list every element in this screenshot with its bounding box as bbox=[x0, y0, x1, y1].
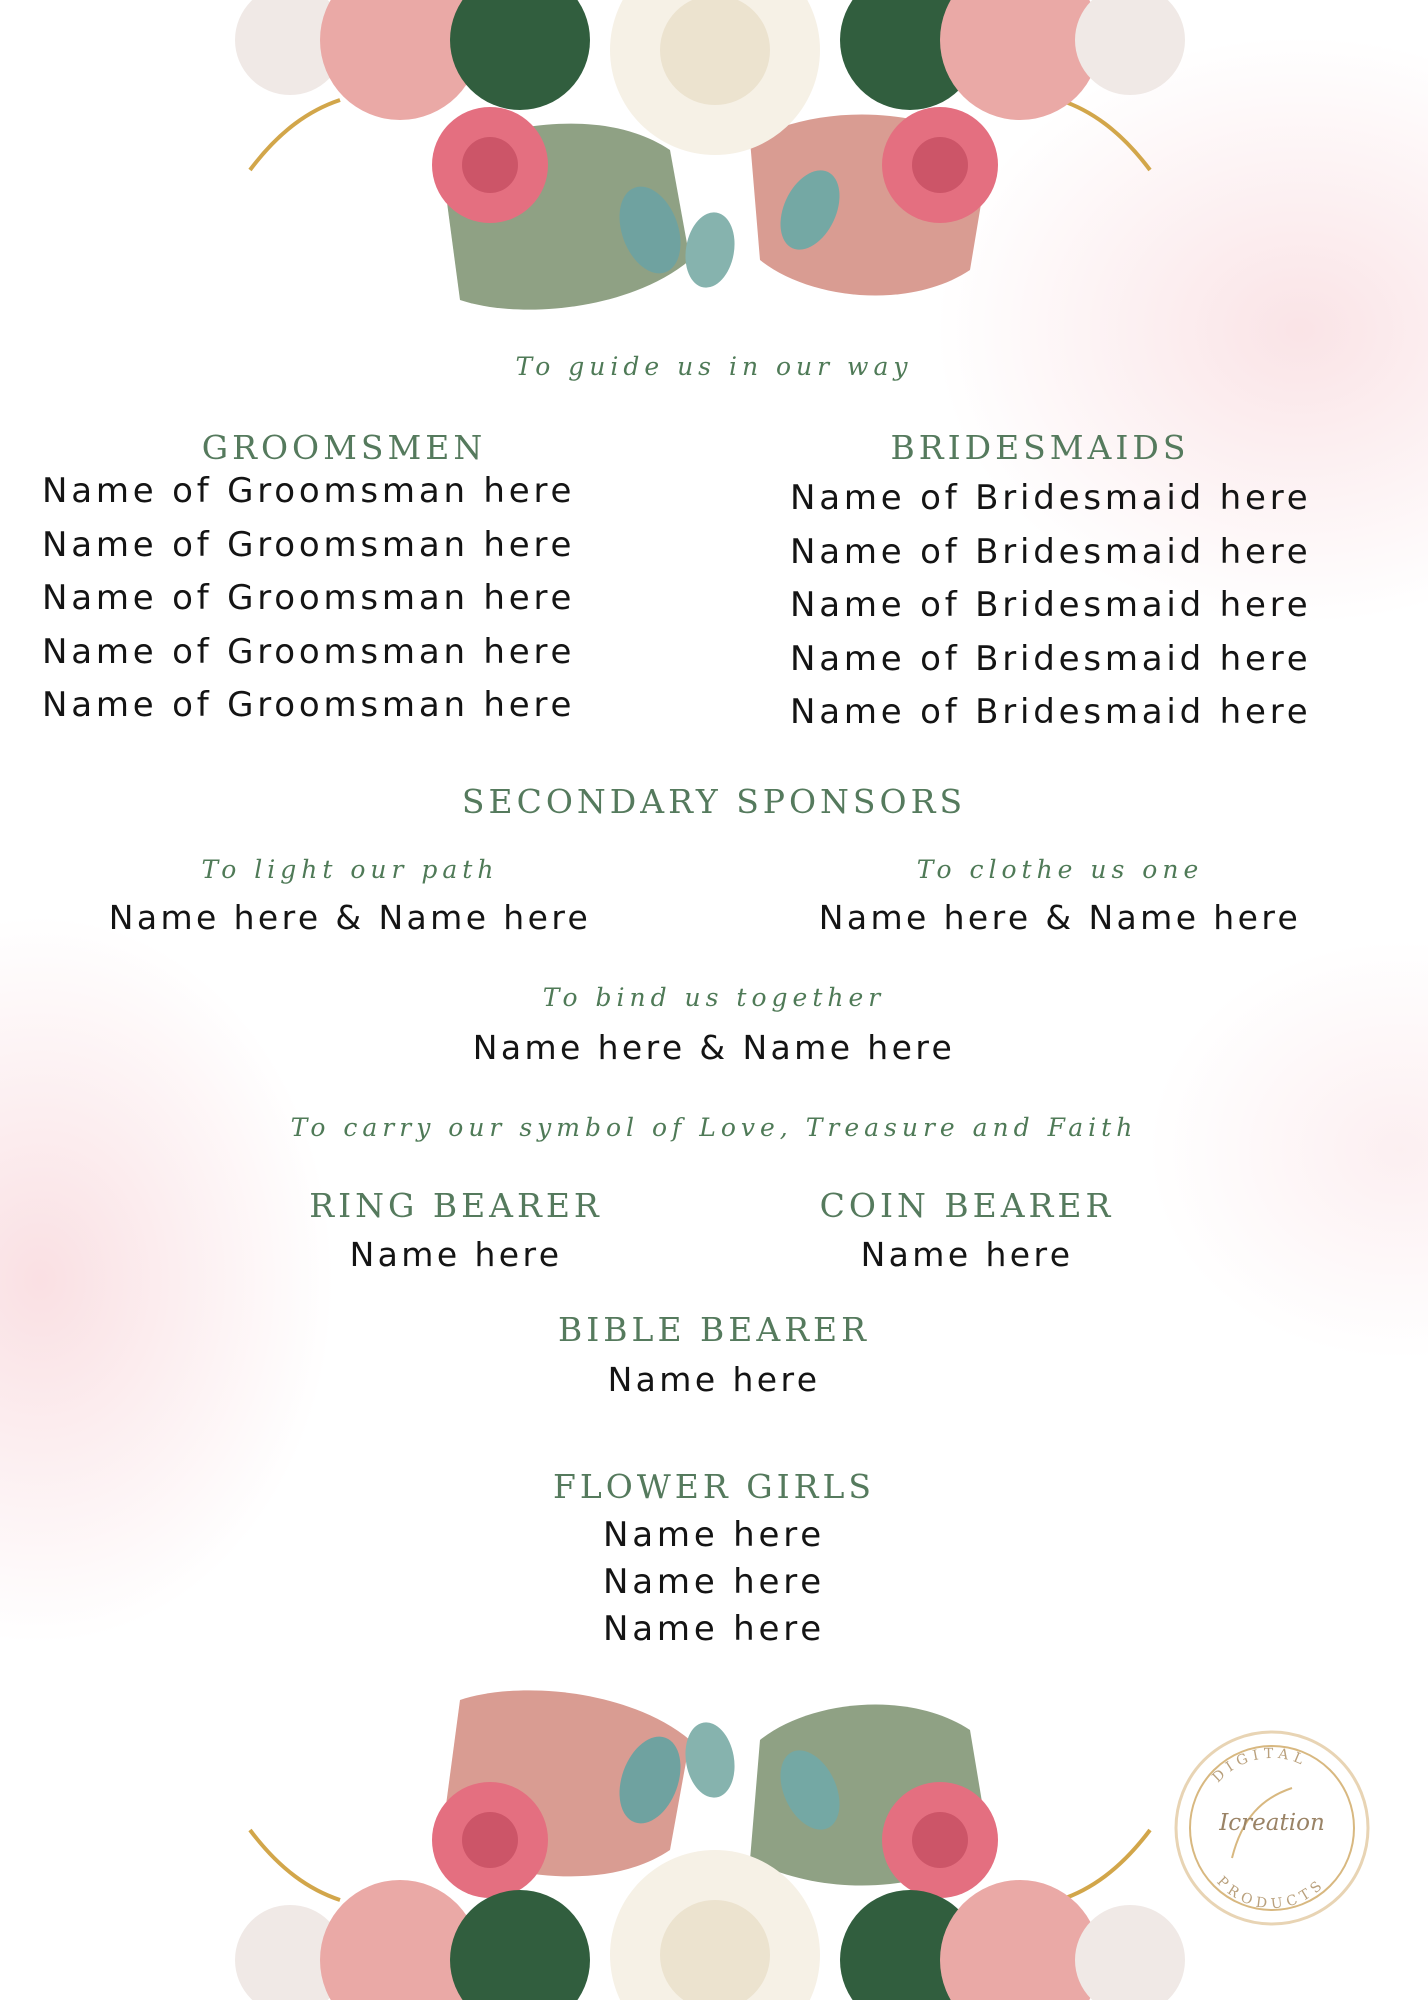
bottom-floral-roses bbox=[235, 1782, 1185, 2000]
groomsman-name: Name of Groomsman here bbox=[42, 578, 576, 618]
bridesmaid-name: Name of Bridesmaid here bbox=[790, 531, 1312, 572]
bearers-caption: To carry our symbol of Love, Treasure and Faith bbox=[290, 1113, 1138, 1142]
logo-bottom-text: PRODUCTS bbox=[1213, 1873, 1329, 1913]
candle-caption: To light our path bbox=[201, 855, 499, 884]
flower-girl-name: Name here bbox=[603, 1562, 825, 1602]
cord-caption: To bind us together bbox=[542, 983, 886, 1012]
bottom-floral-arrangement bbox=[190, 1670, 1240, 2000]
secondary-sponsors-heading: SECONDARY SPONSORS bbox=[461, 782, 967, 821]
ring-bearer-heading: RING BEARER bbox=[309, 1186, 603, 1225]
flower-girl-name: Name here bbox=[603, 1609, 825, 1649]
brand-logo bbox=[1172, 1728, 1372, 1928]
bridesmaid-name: Name of Bridesmaid here bbox=[790, 692, 1312, 732]
bridesmaids-heading: BRIDESMAIDS bbox=[890, 428, 1190, 467]
flower-girls-list bbox=[0, 1512, 1428, 1653]
groomsman-name: Name of Groomsman here bbox=[42, 631, 576, 672]
groomsman-name: Name of Groomsman here bbox=[42, 685, 576, 725]
ring-bearer-name: Name here bbox=[349, 1235, 563, 1274]
top-floral-arrangement bbox=[190, 0, 1240, 330]
veil-sponsors: Name here & Name here bbox=[818, 898, 1302, 937]
flower-girl-name: Name here bbox=[603, 1515, 825, 1555]
bible-bearer-heading: BIBLE BEARER bbox=[558, 1310, 870, 1349]
logo-center-text: Icreation bbox=[1219, 1810, 1325, 1836]
cord-sponsors: Name here & Name here bbox=[472, 1028, 956, 1067]
candle-sponsors: Name here & Name here bbox=[108, 898, 592, 937]
top-tagline: To guide us in our way bbox=[515, 352, 913, 381]
coin-bearer-name: Name here bbox=[860, 1235, 1074, 1274]
top-floral-roses bbox=[235, 0, 1185, 223]
groomsmen-heading: GROOMSMEN bbox=[201, 428, 487, 467]
flower-girls-heading: FLOWER GIRLS bbox=[553, 1467, 875, 1506]
bridesmaid-name: Name of Bridesmaid here bbox=[790, 478, 1312, 518]
groomsman-name: Name of Groomsman here bbox=[42, 471, 576, 511]
coin-bearer-heading: COIN BEARER bbox=[819, 1186, 1115, 1225]
groomsmen-list bbox=[42, 465, 575, 733]
logo-top-text: DIGITAL bbox=[1209, 1745, 1311, 1786]
groomsman-name: Name of Groomsman here bbox=[42, 524, 576, 565]
bible-bearer-name: Name here bbox=[607, 1360, 821, 1399]
bridesmaid-name: Name of Bridesmaid here bbox=[790, 638, 1312, 679]
bridesmaid-name: Name of Bridesmaid here bbox=[790, 585, 1312, 625]
bridesmaids-list bbox=[790, 472, 1311, 740]
veil-caption: To clothe us one bbox=[916, 855, 1204, 884]
